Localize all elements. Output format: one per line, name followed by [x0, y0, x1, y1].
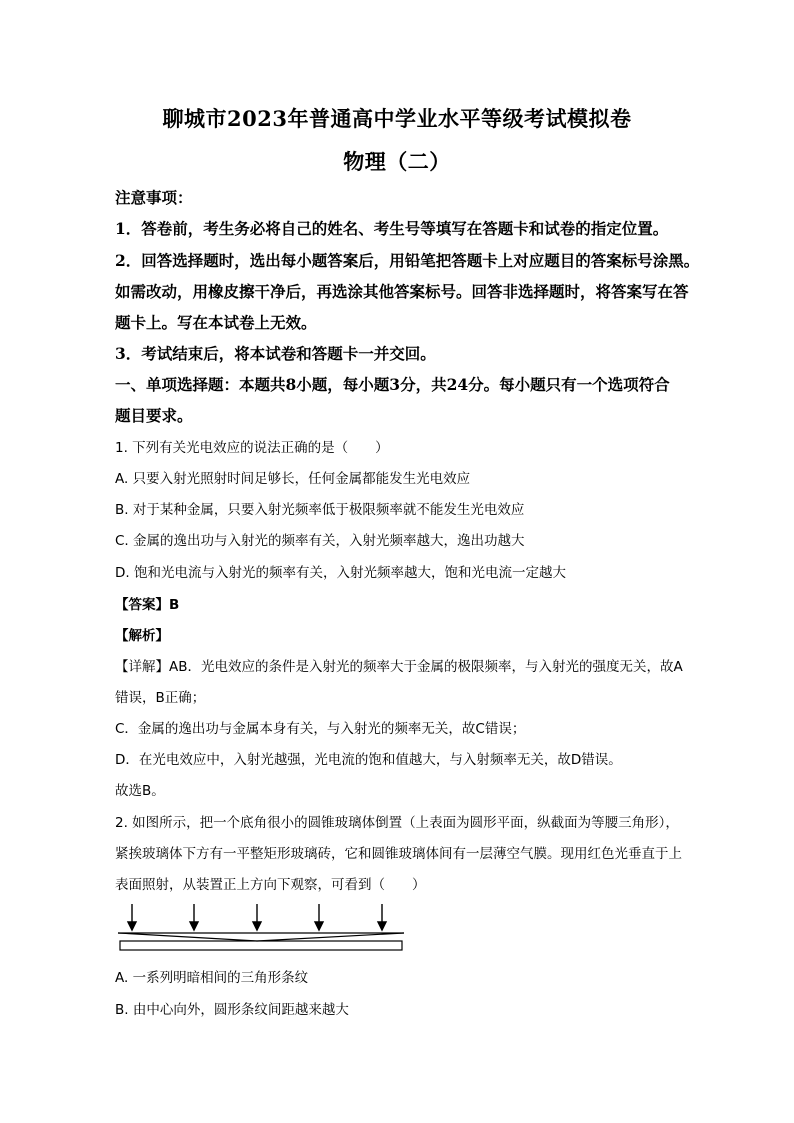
question-1-stem: 1. 下列有关光电效应的说法正确的是（ ） [115, 440, 389, 456]
question-1-answer: 【答案】B [115, 597, 180, 613]
question-1-detail-line-4: D．在光电效应中，入射光越强，光电流的饱和值越大，与入射频率无关，故D错误。 [115, 752, 622, 768]
notice-item-2-line-3: 题卡上。写在本试卷上无效。 [115, 313, 317, 332]
question-2-stem-line-1: 2. 如图所示，把一个底角很小的圆锥玻璃体倒置（上表面为圆形平面，纵截面为等腰三角形）， [115, 815, 679, 831]
section-heading-line-1: 一、单项选择题：本题共8小题，每小题3分，共24分。每小题只有一个选项符合 [115, 375, 670, 394]
inverted-cone-glass [118, 933, 404, 941]
incident-light-arrows [128, 904, 386, 930]
cone-glass-diagram [112, 900, 407, 956]
notice-item-2-line-1: 2．回答选择题时，选出每小题答案后，用铅笔把答题卡上对应题目的答案标号涂黑。 [115, 251, 700, 270]
question-1-option-c: C. 金属的逸出功与入射光的频率有关，入射光频率越大，逸出功越大 [115, 533, 525, 549]
question-1-detail-line-5: 故选B。 [115, 783, 165, 799]
question-1-analysis-label: 【解析】 [115, 628, 169, 644]
notice-item-2-line-2: 如需改动，用橡皮擦干净后，再选涂其他答案标号。回答非选择题时，将答案写在答 [115, 282, 689, 301]
exam-title: 聊城市2023年普通高中学业水平等级考试模拟卷 [162, 106, 632, 131]
question-2-option-a: A. 一系列明暗相间的三角形条纹 [115, 970, 309, 986]
question-2-stem-line-2: 紧挨玻璃体下方有一平整矩形玻璃砖，它和圆锥玻璃体间有一层薄空气膜。现用红色光垂直于上 [115, 846, 682, 862]
exam-subtitle: 物理（二） [343, 149, 451, 174]
question-1-option-d: D. 饱和光电流与入射光的频率有关，入射光频率越大，饱和光电流一定越大 [115, 565, 566, 581]
question-1-option-a: A. 只要入射光照射时间足够长，任何金属都能发生光电效应 [115, 471, 471, 487]
notice-item-1: 1．答卷前，考生务必将自己的姓名、考生号等填写在答题卡和试卷的指定位置。 [115, 219, 669, 238]
question-2-option-b: B. 由中心向外，圆形条纹间距越来越大 [115, 1002, 349, 1018]
question-1-detail-line-2: 错误，B正确； [115, 690, 206, 706]
notice-heading: 注意事项： [115, 188, 193, 207]
notice-item-3: 3．考试结束后，将本试卷和答题卡一并交回。 [115, 344, 436, 363]
rectangular-glass-brick [120, 941, 402, 950]
question-1-detail-line-3: C．金属的逸出功与金属本身有关，与入射光的频率无关，故C错误； [115, 721, 526, 737]
question-2-stem-line-3: 表面照射，从装置正上方向下观察，可看到（ ） [115, 877, 426, 893]
question-1-option-b: B. 对于某种金属，只要入射光频率低于极限频率就不能发生光电效应 [115, 502, 525, 518]
section-heading-line-2: 题目要求。 [115, 406, 193, 425]
question-1-detail-line-1: 【详解】AB．光电效应的条件是入射光的频率大于金属的极限频率，与入射光的强度无关，故A [115, 659, 683, 675]
